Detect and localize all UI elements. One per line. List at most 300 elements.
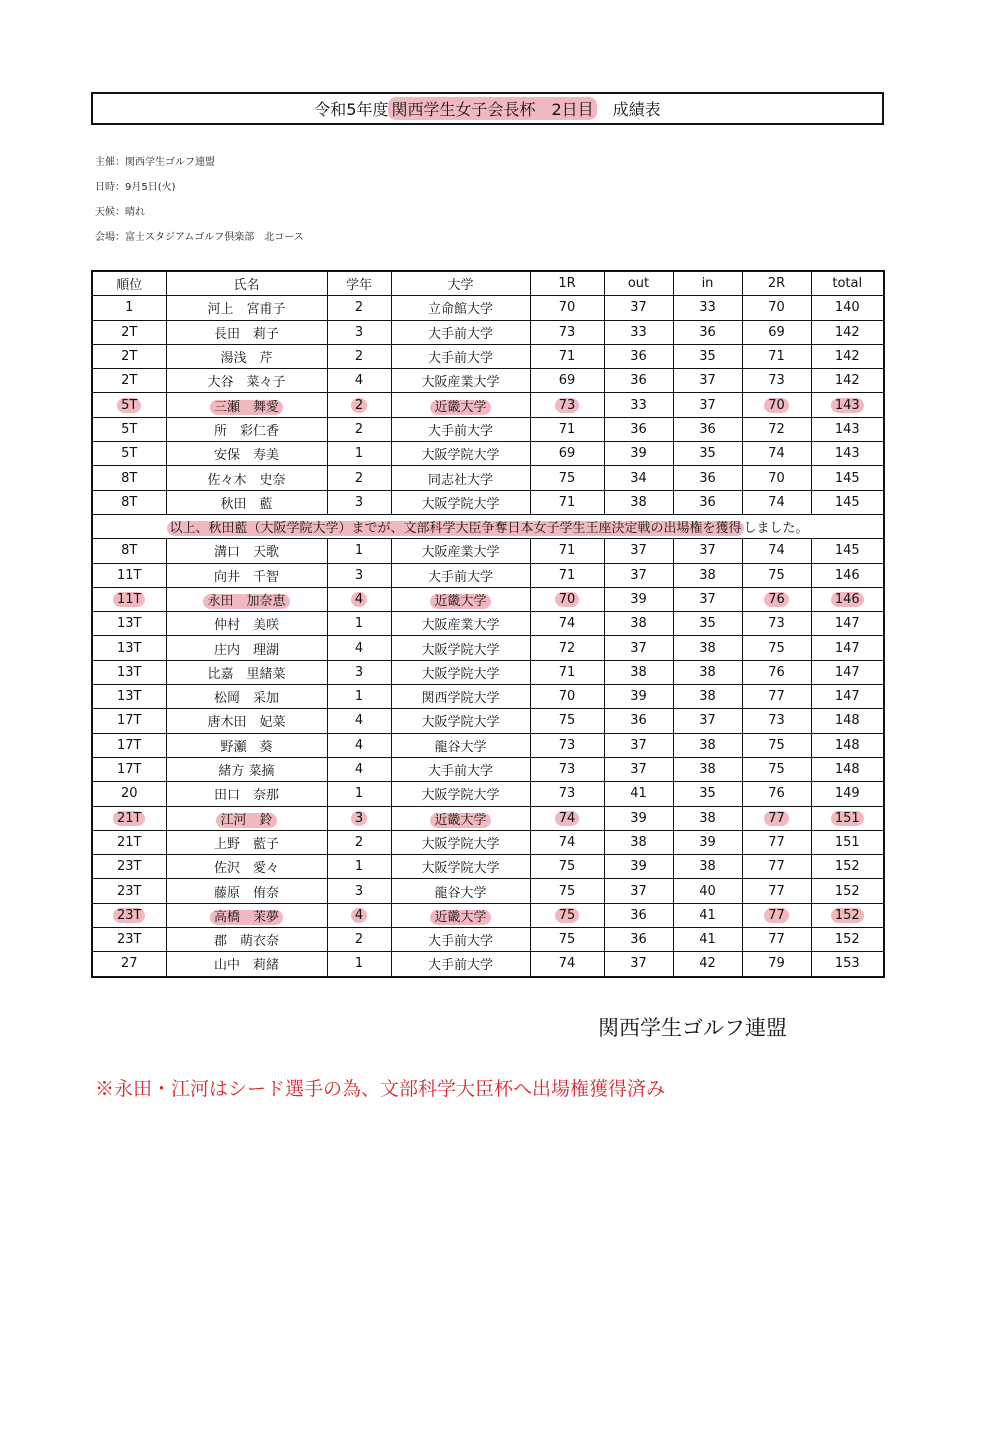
- cell-grade: 2: [327, 830, 391, 854]
- cell-r2: 75: [742, 733, 811, 757]
- table-row: [92, 466, 884, 490]
- highlighted-value: 高橋 茉夢: [210, 910, 283, 925]
- cell-r2: 77: [742, 685, 811, 709]
- cell-rank: 2T: [92, 369, 166, 393]
- cell-r2: 77: [742, 879, 811, 903]
- cell-r1: 71: [530, 344, 604, 368]
- cell-rank: 13T: [92, 636, 166, 660]
- cell-r2: 70: [742, 466, 811, 490]
- cell-name: 湯浅 芹: [166, 344, 327, 368]
- header-rank: 順位: [92, 271, 166, 296]
- footer-note: ※永田・江河はシード選手の為、文部科学大臣杯へ出場権獲得済み: [95, 1078, 666, 1100]
- cell-total: 153: [811, 952, 884, 977]
- table-row: [92, 369, 884, 393]
- cell-univ: 大手前大学: [391, 417, 530, 441]
- cell-in: 39: [673, 830, 742, 854]
- cell-grade: 3: [327, 320, 391, 344]
- cell-univ: 大阪学院大学: [391, 709, 530, 733]
- cell-r1: 75: [530, 466, 604, 490]
- cell-r2: 79: [742, 952, 811, 977]
- cell-name: [166, 393, 327, 417]
- cell-grade: 4: [327, 757, 391, 781]
- cell-out: 36: [604, 417, 673, 441]
- cell-in: 37: [673, 587, 742, 611]
- cell-out: 37: [604, 539, 673, 563]
- cell-total: 148: [811, 757, 884, 781]
- cell-r1: [530, 393, 604, 417]
- cell-grade: 1: [327, 539, 391, 563]
- cell-in: 42: [673, 952, 742, 977]
- meta-date: 日時：9月5日(火): [95, 182, 176, 193]
- table-row: [92, 344, 884, 368]
- table-row: [92, 733, 884, 757]
- cell-univ: 大手前大学: [391, 344, 530, 368]
- cell-grade: 1: [327, 612, 391, 636]
- cell-grade: [327, 393, 391, 417]
- cell-r2: 75: [742, 563, 811, 587]
- cell-univ: 大阪学院大学: [391, 782, 530, 806]
- cell-grade: 3: [327, 660, 391, 684]
- cell-in: 36: [673, 417, 742, 441]
- cell-in: 37: [673, 369, 742, 393]
- cell-name: [166, 806, 327, 830]
- cell-name: [166, 587, 327, 611]
- cell-r1: 74: [530, 830, 604, 854]
- cell-name: 安保 寿美: [166, 442, 327, 466]
- cell-grade: 4: [327, 733, 391, 757]
- cell-total: 147: [811, 636, 884, 660]
- cell-r2: 76: [742, 782, 811, 806]
- cell-in: 38: [673, 757, 742, 781]
- cell-name: 佐々木 史奈: [166, 466, 327, 490]
- table-row: [92, 490, 884, 514]
- header-out: out: [604, 271, 673, 296]
- table-row: [92, 393, 884, 417]
- cell-r1: 75: [530, 855, 604, 879]
- highlighted-value: 三瀬 舞愛: [210, 400, 283, 415]
- cell-out: 37: [604, 952, 673, 977]
- highlighted-value: 近畿大学: [430, 400, 490, 415]
- cell-r1: 71: [530, 539, 604, 563]
- cell-name: 松岡 采加: [166, 685, 327, 709]
- cell-name: 長田 莉子: [166, 320, 327, 344]
- cell-univ: 大手前大学: [391, 757, 530, 781]
- cell-name: 所 彩仁香: [166, 417, 327, 441]
- cell-r1: [530, 587, 604, 611]
- cell-r2: 73: [742, 709, 811, 733]
- cell-out: 36: [604, 369, 673, 393]
- cell-univ: 大手前大学: [391, 320, 530, 344]
- header-2r: 2R: [742, 271, 811, 296]
- highlighted-value: 143: [831, 398, 864, 413]
- cell-total: 147: [811, 612, 884, 636]
- cell-out: 37: [604, 563, 673, 587]
- cell-total: 145: [811, 539, 884, 563]
- highlighted-value: 11T: [113, 592, 145, 607]
- cell-total: [811, 587, 884, 611]
- cell-in: 36: [673, 466, 742, 490]
- cell-grade: 4: [327, 636, 391, 660]
- cell-r2: [742, 806, 811, 830]
- cell-name: 藤原 侑奈: [166, 879, 327, 903]
- cell-univ: [391, 806, 530, 830]
- cell-in: 38: [673, 733, 742, 757]
- cell-grade: 4: [327, 709, 391, 733]
- title-highlight: 関西学生女子会長杯 2日目: [388, 97, 596, 120]
- cell-r2: 74: [742, 539, 811, 563]
- cell-r2: 71: [742, 344, 811, 368]
- table-row: [92, 685, 884, 709]
- cell-name: 大谷 菜々子: [166, 369, 327, 393]
- results-table: [91, 270, 885, 978]
- cell-name: 仲村 美咲: [166, 612, 327, 636]
- cell-r1: 73: [530, 757, 604, 781]
- cell-name: 野瀬 葵: [166, 733, 327, 757]
- table-row: [92, 806, 884, 830]
- table-row: [92, 757, 884, 781]
- meta-weather: 天候：晴れ: [95, 207, 145, 218]
- highlighted-value: 近畿大学: [430, 910, 490, 925]
- cell-r2: 72: [742, 417, 811, 441]
- cell-in: 40: [673, 879, 742, 903]
- table-row: [92, 928, 884, 952]
- cell-name: 山中 莉緒: [166, 952, 327, 977]
- document-title: [91, 92, 884, 125]
- cell-out: 37: [604, 757, 673, 781]
- cell-out: 38: [604, 612, 673, 636]
- cell-univ: 立命館大学: [391, 296, 530, 320]
- table-row: [92, 855, 884, 879]
- highlighted-value: 23T: [113, 908, 145, 923]
- cell-grade: [327, 587, 391, 611]
- cell-out: 39: [604, 442, 673, 466]
- cell-name: 河上 宮甫子: [166, 296, 327, 320]
- table-row: [92, 612, 884, 636]
- highlighted-value: 3: [351, 811, 367, 826]
- highlighted-value: 永田 加奈恵: [203, 594, 289, 609]
- cell-total: 147: [811, 660, 884, 684]
- cell-rank: 2T: [92, 320, 166, 344]
- cell-univ: 大阪学院大学: [391, 490, 530, 514]
- cell-in: 38: [673, 660, 742, 684]
- cell-total: 152: [811, 879, 884, 903]
- highlighted-value: 152: [831, 908, 864, 923]
- cell-in: 38: [673, 855, 742, 879]
- table-row: [92, 830, 884, 854]
- cell-name: 比嘉 里緒菜: [166, 660, 327, 684]
- cell-total: 146: [811, 563, 884, 587]
- cell-univ: 同志社大学: [391, 466, 530, 490]
- qualification-notice-row: [92, 514, 884, 538]
- highlighted-value: 70: [764, 398, 789, 413]
- highlighted-value: 70: [555, 592, 580, 607]
- table-row: [92, 296, 884, 320]
- cell-r1: 73: [530, 782, 604, 806]
- cell-grade: 3: [327, 563, 391, 587]
- cell-grade: 3: [327, 879, 391, 903]
- cell-out: 37: [604, 636, 673, 660]
- cell-r1: [530, 903, 604, 927]
- cell-univ: 龍谷大学: [391, 733, 530, 757]
- footer-organization: 関西学生ゴルフ連盟: [598, 1016, 787, 1040]
- cell-r2: 73: [742, 369, 811, 393]
- table-row: [92, 320, 884, 344]
- cell-name: 田口 奈那: [166, 782, 327, 806]
- table-row: [92, 417, 884, 441]
- cell-in: 38: [673, 636, 742, 660]
- cell-univ: [391, 393, 530, 417]
- cell-r1: 69: [530, 442, 604, 466]
- cell-name: 向井 千智: [166, 563, 327, 587]
- cell-r2: [742, 587, 811, 611]
- table-header-row: [92, 271, 884, 296]
- cell-r1: 71: [530, 660, 604, 684]
- meta-host: 主催：関西学生ゴルフ連盟: [95, 157, 215, 168]
- cell-out: 38: [604, 830, 673, 854]
- table-row: [92, 903, 884, 927]
- cell-rank: 17T: [92, 733, 166, 757]
- cell-total: [811, 903, 884, 927]
- cell-rank: 21T: [92, 830, 166, 854]
- cell-univ: 関西学院大学: [391, 685, 530, 709]
- cell-name: 郡 萌衣奈: [166, 928, 327, 952]
- cell-in: 37: [673, 709, 742, 733]
- cell-grade: 3: [327, 490, 391, 514]
- cell-total: 151: [811, 830, 884, 854]
- cell-univ: 大阪産業大学: [391, 539, 530, 563]
- cell-rank: [92, 587, 166, 611]
- header-grade: 学年: [327, 271, 391, 296]
- highlighted-value: 21T: [113, 811, 145, 826]
- cell-name: 上野 藍子: [166, 830, 327, 854]
- table-row: [92, 636, 884, 660]
- cell-rank: 13T: [92, 612, 166, 636]
- cell-in: 36: [673, 490, 742, 514]
- cell-rank: 13T: [92, 660, 166, 684]
- cell-r2: 77: [742, 855, 811, 879]
- cell-r1: 75: [530, 709, 604, 733]
- table-row: [92, 709, 884, 733]
- cell-univ: 大阪学院大学: [391, 830, 530, 854]
- cell-total: [811, 806, 884, 830]
- title-prefix: 令和5年度: [314, 100, 389, 119]
- cell-r1: 70: [530, 685, 604, 709]
- cell-r1: 69: [530, 369, 604, 393]
- cell-name: 唐木田 妃菜: [166, 709, 327, 733]
- cell-out: 36: [604, 344, 673, 368]
- cell-out: 37: [604, 296, 673, 320]
- cell-rank: 17T: [92, 709, 166, 733]
- cell-univ: 大阪学院大学: [391, 636, 530, 660]
- cell-r1: 74: [530, 952, 604, 977]
- cell-grade: 1: [327, 952, 391, 977]
- qualification-notice: [92, 514, 884, 538]
- cell-rank: 13T: [92, 685, 166, 709]
- highlighted-value: 74: [555, 811, 580, 826]
- cell-r1: [530, 806, 604, 830]
- cell-grade: 1: [327, 782, 391, 806]
- cell-grade: 1: [327, 442, 391, 466]
- cell-r2: 74: [742, 490, 811, 514]
- table-row: [92, 539, 884, 563]
- cell-name: 佐沢 愛々: [166, 855, 327, 879]
- cell-rank: [92, 903, 166, 927]
- highlighted-value: 73: [555, 398, 580, 413]
- cell-in: 41: [673, 928, 742, 952]
- cell-total: 142: [811, 320, 884, 344]
- table-row: [92, 587, 884, 611]
- cell-r2: [742, 903, 811, 927]
- cell-univ: 大手前大学: [391, 928, 530, 952]
- cell-grade: 2: [327, 466, 391, 490]
- cell-out: 36: [604, 709, 673, 733]
- cell-univ: [391, 587, 530, 611]
- highlighted-value: 76: [764, 592, 789, 607]
- cell-r2: [742, 393, 811, 417]
- cell-r1: 71: [530, 417, 604, 441]
- cell-r2: 75: [742, 757, 811, 781]
- cell-r1: 75: [530, 879, 604, 903]
- cell-total: 143: [811, 442, 884, 466]
- cell-out: 33: [604, 393, 673, 417]
- table-row: [92, 952, 884, 977]
- highlighted-value: 4: [351, 592, 367, 607]
- cell-total: 145: [811, 466, 884, 490]
- meta-venue: 会場：富士スタジアムゴルフ倶楽部 北コース: [95, 232, 304, 243]
- cell-out: 39: [604, 587, 673, 611]
- cell-r2: 76: [742, 660, 811, 684]
- cell-out: 39: [604, 685, 673, 709]
- cell-total: 145: [811, 490, 884, 514]
- highlighted-value: 77: [764, 811, 789, 826]
- cell-in: 37: [673, 393, 742, 417]
- cell-r2: 77: [742, 830, 811, 854]
- highlighted-value: 2: [351, 398, 367, 413]
- table-row: [92, 879, 884, 903]
- cell-r2: 69: [742, 320, 811, 344]
- highlighted-value: 77: [764, 908, 789, 923]
- cell-univ: 大手前大学: [391, 952, 530, 977]
- header-name: 氏名: [166, 271, 327, 296]
- cell-total: 142: [811, 369, 884, 393]
- highlighted-value: 江河 鈴: [216, 813, 276, 828]
- cell-name: 溝口 天歌: [166, 539, 327, 563]
- cell-rank: 8T: [92, 539, 166, 563]
- cell-univ: 大阪学院大学: [391, 660, 530, 684]
- cell-in: 38: [673, 685, 742, 709]
- cell-univ: 大阪学院大学: [391, 442, 530, 466]
- cell-r1: 73: [530, 733, 604, 757]
- cell-grade: 4: [327, 369, 391, 393]
- cell-grade: 1: [327, 685, 391, 709]
- cell-univ: 龍谷大学: [391, 879, 530, 903]
- table-row: [92, 660, 884, 684]
- cell-out: 39: [604, 806, 673, 830]
- cell-out: 36: [604, 928, 673, 952]
- cell-univ: 大阪産業大学: [391, 612, 530, 636]
- cell-in: 41: [673, 903, 742, 927]
- cell-total: [811, 393, 884, 417]
- cell-total: 149: [811, 782, 884, 806]
- header-university: 大学: [391, 271, 530, 296]
- notice-highlight: 以上、秋田藍（大阪学院大学）までが、文部科学大臣争奪日本女子学生王座決定戦の出場権を獲得: [169, 521, 742, 537]
- cell-rank: [92, 806, 166, 830]
- cell-rank: 5T: [92, 442, 166, 466]
- cell-out: 38: [604, 660, 673, 684]
- cell-grade: 2: [327, 928, 391, 952]
- header-1r: 1R: [530, 271, 604, 296]
- highlighted-value: 4: [351, 908, 367, 923]
- cell-r2: 73: [742, 612, 811, 636]
- cell-rank: 23T: [92, 928, 166, 952]
- cell-in: 35: [673, 782, 742, 806]
- cell-grade: [327, 806, 391, 830]
- cell-out: 37: [604, 733, 673, 757]
- cell-r1: 71: [530, 563, 604, 587]
- cell-name: 秋田 藍: [166, 490, 327, 514]
- cell-out: 37: [604, 879, 673, 903]
- cell-rank: 2T: [92, 344, 166, 368]
- notice-rest: しました。: [743, 521, 809, 537]
- highlighted-value: 151: [831, 811, 864, 826]
- cell-total: 152: [811, 855, 884, 879]
- cell-rank: 23T: [92, 879, 166, 903]
- cell-univ: [391, 903, 530, 927]
- cell-total: 152: [811, 928, 884, 952]
- cell-grade: 1: [327, 855, 391, 879]
- highlighted-value: 近畿大学: [430, 813, 490, 828]
- cell-r1: 75: [530, 928, 604, 952]
- cell-univ: 大手前大学: [391, 563, 530, 587]
- cell-r2: 75: [742, 636, 811, 660]
- highlighted-value: 5T: [117, 398, 141, 413]
- header-total: total: [811, 271, 884, 296]
- cell-rank: 27: [92, 952, 166, 977]
- cell-out: 39: [604, 855, 673, 879]
- cell-rank: 5T: [92, 417, 166, 441]
- cell-r1: 73: [530, 320, 604, 344]
- cell-r1: 70: [530, 296, 604, 320]
- cell-rank: 23T: [92, 855, 166, 879]
- cell-in: 35: [673, 344, 742, 368]
- cell-total: 142: [811, 344, 884, 368]
- cell-in: 38: [673, 806, 742, 830]
- cell-total: 143: [811, 417, 884, 441]
- cell-out: 41: [604, 782, 673, 806]
- title-suffix: 成績表: [612, 100, 661, 119]
- cell-name: 緒方 菜摘: [166, 757, 327, 781]
- cell-r1: 74: [530, 612, 604, 636]
- table-row: [92, 563, 884, 587]
- cell-univ: 大阪産業大学: [391, 369, 530, 393]
- cell-in: 38: [673, 563, 742, 587]
- cell-total: 148: [811, 733, 884, 757]
- highlighted-value: 近畿大学: [430, 594, 490, 609]
- cell-total: 148: [811, 709, 884, 733]
- header-in: in: [673, 271, 742, 296]
- cell-in: 35: [673, 612, 742, 636]
- highlighted-value: 146: [831, 592, 864, 607]
- cell-total: 140: [811, 296, 884, 320]
- cell-grade: 2: [327, 296, 391, 320]
- table-row: [92, 442, 884, 466]
- cell-univ: 大阪学院大学: [391, 855, 530, 879]
- cell-in: 33: [673, 296, 742, 320]
- cell-grade: 2: [327, 344, 391, 368]
- cell-name: 庄内 理湖: [166, 636, 327, 660]
- cell-name: [166, 903, 327, 927]
- cell-r1: 72: [530, 636, 604, 660]
